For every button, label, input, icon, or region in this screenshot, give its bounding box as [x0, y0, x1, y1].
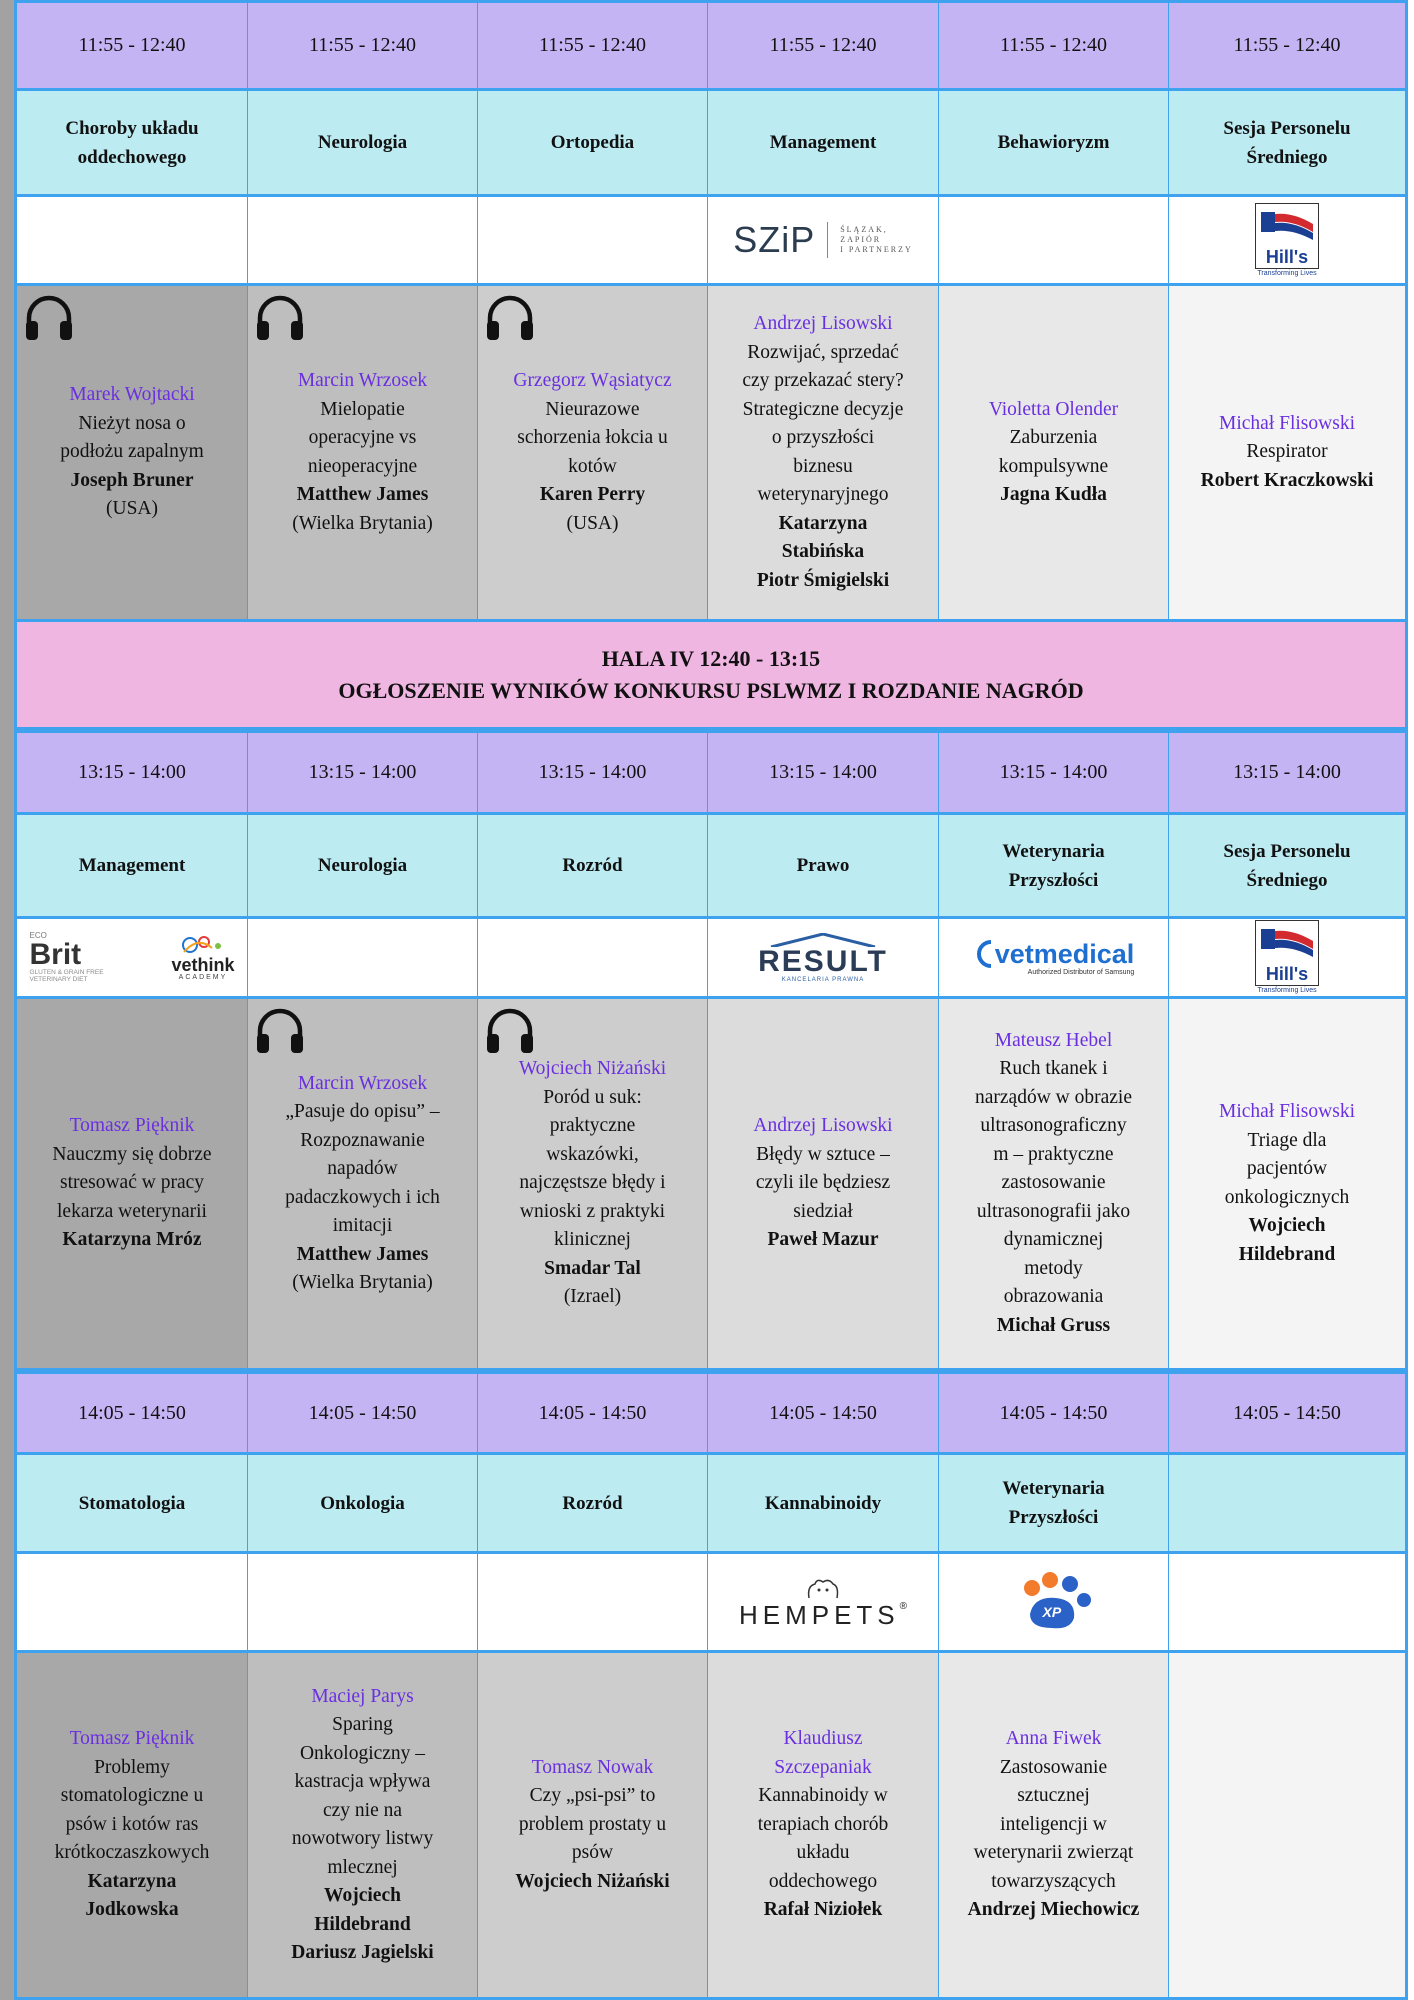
- lecture-title-line: psów i kotów ras: [65, 1813, 199, 1835]
- sponsor-logo-cell: [1169, 919, 1405, 996]
- sponsor-logo-cell: [939, 919, 1168, 996]
- moderator-name: Klaudiusz: [783, 1728, 863, 1750]
- vethink-mark-icon: [178, 934, 228, 956]
- lecture-cell: [17, 999, 247, 1368]
- lecture-title-line: psów: [571, 1842, 614, 1864]
- time-slot-label: 13:15 - 14:00: [78, 761, 186, 783]
- time-slot-label: 11:55 - 12:40: [999, 34, 1108, 56]
- moderator-name: Grzegorz Wąsiatycz: [513, 370, 672, 391]
- time-slot: [17, 733, 247, 812]
- lecture-title-line: Nauczmy się dobrze: [52, 1143, 212, 1165]
- lecture-title-line: Problemy: [94, 1756, 170, 1778]
- lecture-cell: [1169, 286, 1405, 619]
- lecture-title-line: napadów: [327, 1158, 398, 1179]
- hills-logo-box: Hill's: [1255, 920, 1319, 986]
- vethink-logo: vethink ACADEMY: [171, 934, 234, 981]
- lecture-title-line: krótkoczaszkowych: [54, 1842, 210, 1864]
- headphones-icon: [484, 1005, 536, 1067]
- session-category-label: Ortopedia: [550, 132, 635, 153]
- speaker-name: Katarzyna: [87, 1870, 177, 1892]
- speaker-name: Hildebrand: [1238, 1243, 1336, 1265]
- session-category-label: Rozród: [562, 1492, 623, 1514]
- lecture-title-line: „Pasuje do opisu” –: [285, 1101, 440, 1122]
- sponsor-logo-cell: [17, 919, 247, 996]
- speaker-name: Stabińska: [781, 541, 865, 562]
- session-category: [1169, 815, 1405, 916]
- sponsor-logo-cell: [939, 1554, 1168, 1650]
- lecture-title-line: kompulsywne: [998, 455, 1109, 477]
- sponsor-logo-cell: [17, 1554, 247, 1650]
- lecture-title-line: Rozpoznawanie: [300, 1129, 425, 1151]
- speaker-name: Robert Kraczkowski: [1200, 469, 1374, 491]
- lecture-title-line: Czy „psi-psi” to: [529, 1785, 656, 1807]
- lecture-title-line: czyli ile będziesz: [755, 1172, 891, 1194]
- lecture-title-line: metody: [1024, 1257, 1083, 1279]
- session-category-label: Choroby układu: [65, 117, 199, 139]
- speaker-name: Jodkowska: [85, 1899, 179, 1921]
- moderator-name: Marek Wojtacki: [69, 384, 195, 406]
- lecture-title-line: Nieurazowe: [545, 398, 640, 420]
- lecture-title-line: o przyszłości: [771, 427, 875, 448]
- banner-subtitle: OGŁOSZENIE WYNIKÓW KONKURSU PSLWMZ I ROZDANIE NAGRÓD: [338, 677, 1084, 703]
- lecture-title-line: (Wielka Brytania): [292, 512, 433, 534]
- session-category-label: Rozród: [562, 855, 623, 876]
- sponsor-logo-cell: [248, 197, 477, 283]
- speaker-name: Smadar Tal: [544, 1257, 641, 1279]
- lecture-title-line: onkologicznych: [1224, 1186, 1350, 1208]
- lecture-title-line: (Izrael): [563, 1286, 622, 1308]
- session-category-label: Management: [78, 855, 186, 876]
- lecture-cell: [708, 286, 938, 619]
- moderator-name: Andrzej Lisowski: [753, 313, 893, 334]
- time-slot-label: 13:15 - 14:00: [999, 761, 1108, 783]
- time-slot: [248, 3, 477, 88]
- moderator-name: Wojciech Niżański: [518, 1058, 667, 1080]
- session-category: [708, 815, 938, 916]
- lecture-title-line: problem prostaty u: [518, 1813, 667, 1835]
- speaker-name: Paweł Mazur: [767, 1229, 879, 1251]
- session-category-label: Przyszłości: [1008, 869, 1099, 891]
- time-slot: [478, 3, 707, 88]
- headphones-icon: [254, 292, 306, 354]
- time-slot-label: 11:55 - 12:40: [308, 34, 417, 56]
- lecture-title-line: dynamicznej: [1003, 1229, 1104, 1251]
- time-slot: [708, 1374, 938, 1452]
- session-category: [939, 815, 1168, 916]
- lecture-title-line: operacyjne vs: [308, 427, 417, 448]
- lecture-title-line: obrazowania: [1003, 1286, 1104, 1308]
- lecture-title-line: Nieżyt nosa o: [78, 412, 186, 434]
- time-slot-label: 11:55 - 12:40: [1233, 34, 1341, 56]
- time-slot: [708, 3, 938, 88]
- speaker-name: Rafał Niziołek: [763, 1899, 883, 1921]
- session-category: [939, 1455, 1168, 1551]
- session-category: [478, 91, 707, 194]
- lecture-title-line: Ruch tkanek i: [999, 1058, 1108, 1080]
- hills-logo: Hill's Transforming Lives: [1255, 920, 1319, 995]
- moderator-name: Maciej Parys: [311, 1685, 414, 1707]
- speaker-name: Wojciech: [1248, 1215, 1326, 1236]
- time-slot: [248, 733, 477, 812]
- lecture-cell: [708, 1653, 938, 1997]
- speaker-name: Andrzej Miechowicz: [967, 1899, 1140, 1921]
- lecture-title-line: nieoperacyjne: [307, 455, 418, 477]
- moderator-name: Michał Flisowski: [1219, 412, 1355, 434]
- sponsor-logo-cell: [1169, 197, 1405, 283]
- speaker-name: Wojciech Niżański: [515, 1870, 670, 1892]
- sponsor-logo-cell: [1169, 1554, 1405, 1650]
- time-slot-label: 11:55 - 12:40: [78, 34, 186, 56]
- lecture-title-line: ultrasonografii jako: [976, 1200, 1131, 1222]
- time-slot: [17, 1374, 247, 1452]
- xp-paw-icon: [1012, 1570, 1096, 1634]
- lecture-cell: [1169, 1653, 1405, 1997]
- lecture-title-line: schorzenia łokcia u: [517, 427, 668, 448]
- session-category-label: Onkologia: [320, 1492, 405, 1514]
- lecture-title-line: układu: [796, 1842, 850, 1864]
- vetmedical-logo: vetmedical Authorized Distributor of Samsung: [973, 939, 1135, 976]
- lecture-title-line: narządów w obrazie: [975, 1086, 1132, 1108]
- lecture-cell: [478, 286, 707, 619]
- headphones-icon: [254, 1005, 306, 1067]
- session-category: [17, 91, 247, 194]
- xp-logo: XP: [1012, 1570, 1096, 1634]
- lecture-cell: [1169, 999, 1405, 1368]
- session-category: [17, 1455, 247, 1551]
- session-category-label: Weterynaria: [1002, 1478, 1105, 1499]
- session-category-label: Behawioryzm: [997, 132, 1110, 153]
- moderator-name: Marcin Wrzosek: [297, 370, 428, 391]
- lecture-title-line: weterynaryjnego: [757, 484, 889, 505]
- lecture-title-line: wnioski z praktyki: [519, 1200, 666, 1222]
- time-slot-label: 14:05 - 14:50: [1233, 1401, 1341, 1424]
- lecture-title-line: (USA): [106, 498, 158, 520]
- session-category-label: oddechowego: [77, 146, 187, 168]
- lecture-title-line: padaczkowych i ich: [285, 1186, 440, 1208]
- lecture-title-line: ultrasonograficzny: [980, 1115, 1127, 1137]
- sponsor-logo-cell: [478, 919, 707, 996]
- time-slot-label: 13:15 - 14:00: [538, 761, 647, 783]
- moderator-name: Tomasz Nowak: [531, 1756, 654, 1778]
- lecture-title-line: stomatologiczne u: [60, 1785, 204, 1807]
- session-category: [478, 815, 707, 916]
- lecture-title-line: weterynarii zwierząt: [973, 1842, 1134, 1864]
- lecture-title-line: imitacji: [332, 1215, 393, 1236]
- lecture-title-line: inteligencji w: [1000, 1813, 1107, 1835]
- left-margin-bar: [0, 0, 14, 2000]
- lecture-title-line: Mielopatie: [320, 398, 405, 420]
- lecture-cell: [708, 999, 938, 1368]
- session-category: [17, 815, 247, 916]
- registered-icon: ®: [899, 1601, 908, 1612]
- lecture-cell: [248, 286, 477, 619]
- speaker-name: Karen Perry: [539, 484, 646, 505]
- time-slot: [1169, 1374, 1405, 1452]
- session-category: [1169, 1455, 1405, 1551]
- session-category-label: Przyszłości: [1008, 1507, 1099, 1528]
- lecture-title-line: siedział: [793, 1200, 853, 1222]
- speaker-name: Wojciech: [324, 1885, 401, 1906]
- lecture-title-line: Triage dla: [1247, 1129, 1327, 1151]
- speaker-name: Piotr Śmigielski: [756, 569, 890, 591]
- lecture-cell: [939, 286, 1168, 619]
- lecture-cell: [478, 999, 707, 1368]
- session-category: [708, 91, 938, 194]
- lecture-title-line: zastosowanie: [1001, 1172, 1106, 1194]
- award-ceremony-banner: [17, 622, 1405, 727]
- hills-logo-box: Hill's: [1255, 203, 1319, 269]
- lecture-cell: [248, 999, 477, 1368]
- lecture-cell: [17, 286, 247, 619]
- vetmedical-mark-icon: [973, 939, 995, 969]
- time-slot: [939, 1374, 1168, 1452]
- sponsor-logo-cell: [248, 919, 477, 996]
- moderator-name: Andrzej Lisowski: [753, 1115, 893, 1137]
- moderator-name: Anna Fiwek: [1005, 1728, 1102, 1750]
- lecture-title-line: kotów: [568, 455, 617, 477]
- result-logo: RESULT KANCELARIA PRAWNA: [758, 933, 888, 983]
- lecture-title-line: Zaburzenia: [1009, 427, 1098, 448]
- lecture-title-line: mlecznej: [327, 1856, 398, 1878]
- time-slot: [1169, 3, 1405, 88]
- session-category-label: Sesja Personelu: [1223, 117, 1351, 139]
- time-slot: [17, 3, 247, 88]
- session-category-label: Prawo: [796, 855, 850, 876]
- headphones-icon: [484, 292, 536, 354]
- lecture-title-line: czy przekazać stery?: [742, 370, 904, 391]
- session-category: [248, 815, 477, 916]
- lecture-cell: [17, 1653, 247, 1997]
- session-category-label: Kannabinoidy: [764, 1492, 882, 1514]
- time-slot-label: 13:15 - 14:00: [1233, 761, 1341, 783]
- sponsor-logo-cell: [708, 197, 938, 283]
- lecture-cell: [939, 999, 1168, 1368]
- lecture-title-line: najczęstsze błędy i: [519, 1172, 666, 1194]
- session-category-label: Sesja Personelu: [1223, 840, 1351, 862]
- lecture-title-line: biznesu: [793, 455, 853, 477]
- lecture-title-line: nowotwory listwy: [291, 1828, 434, 1849]
- moderator-name: Violetta Olender: [988, 398, 1119, 420]
- sponsor-logo-cell: [478, 197, 707, 283]
- lecture-title-line: Respirator: [1246, 441, 1328, 463]
- hempets-logo: HEMPETS ®: [739, 1576, 907, 1628]
- lecture-title-line: lekarza weterynarii: [57, 1200, 207, 1222]
- szip-subtitle: ŚLĄZAK, ZAPIÓR I PARTNERZY: [840, 225, 913, 254]
- sponsor-logo-cell: [478, 1554, 707, 1650]
- lecture-title-line: Sparing: [332, 1714, 393, 1735]
- session-category: [248, 91, 477, 194]
- szip-logo-text: SZiP: [733, 219, 816, 260]
- speaker-name: Dariusz Jagielski: [291, 1942, 434, 1963]
- lecture-title-line: towarzyszących: [991, 1870, 1116, 1892]
- lecture-title-line: Rozwijać, sprzedać: [747, 341, 899, 363]
- lecture-title-line: kastracja wpływa: [294, 1771, 431, 1792]
- time-slot-label: 14:05 - 14:50: [308, 1401, 417, 1424]
- speaker-name: Hildebrand: [314, 1913, 411, 1935]
- szip-divider: [827, 222, 828, 258]
- time-slot-label: 14:05 - 14:50: [538, 1401, 647, 1424]
- time-slot: [1169, 733, 1405, 812]
- right-margin: [1408, 0, 1414, 2000]
- moderator-name: Marcin Wrzosek: [297, 1072, 428, 1094]
- moderator-name: Michał Flisowski: [1219, 1101, 1355, 1122]
- time-slot: [248, 1374, 477, 1452]
- lecture-title-line: (Wielka Brytania): [292, 1272, 433, 1293]
- session-category-label: Średniego: [1246, 869, 1328, 891]
- hills-flag-icon: [1259, 210, 1315, 246]
- lecture-cell: [478, 1653, 707, 1997]
- lecture-title-line: Poród u suk:: [543, 1086, 642, 1108]
- speaker-name: Michał Gruss: [996, 1314, 1111, 1336]
- session-category-label: Neurologia: [317, 132, 408, 153]
- hills-logo: Hill's Transforming Lives: [1255, 203, 1319, 278]
- moderator-name: Mateusz Hebel: [994, 1029, 1113, 1051]
- session-category: [478, 1455, 707, 1551]
- lecture-title-line: Onkologiczny –: [299, 1742, 426, 1764]
- session-category-label: Neurologia: [317, 855, 408, 876]
- session-category-label: Weterynaria: [1002, 840, 1105, 862]
- lecture-title-line: podłożu zapalnym: [60, 441, 204, 463]
- time-slot-label: 13:15 - 14:00: [308, 761, 417, 783]
- time-slot-label: 11:55 - 12:40: [769, 34, 877, 56]
- headphones-icon: [23, 292, 75, 354]
- lecture-title-line: (USA): [566, 512, 619, 534]
- moderator-name: Tomasz Pięknik: [69, 1728, 195, 1750]
- brit-logo: ECO Brit GLUTEN & GRAIN FREE VETERINARY DIET: [29, 931, 104, 983]
- sponsor-logo-cell: [939, 197, 1168, 283]
- time-slot-label: 14:05 - 14:50: [769, 1401, 877, 1424]
- moderator-name: Szczepaniak: [774, 1756, 872, 1778]
- session-category-label: Średniego: [1246, 146, 1328, 168]
- lecture-title-line: Kannabinoidy w: [758, 1785, 888, 1807]
- session-category: [708, 1455, 938, 1551]
- lecture-title-line: stresować w pracy: [59, 1172, 205, 1194]
- session-category-label: Management: [769, 132, 877, 153]
- time-slot: [478, 733, 707, 812]
- lecture-title-line: pacjentów: [1246, 1158, 1328, 1179]
- brit-vethink-logos: [30, 932, 235, 983]
- lecture-title-line: praktyczne: [549, 1115, 636, 1137]
- szip-logo: [733, 219, 913, 261]
- lecture-title-line: sztucznej: [1017, 1785, 1090, 1807]
- time-slot: [708, 733, 938, 812]
- speaker-name: Matthew James: [296, 484, 429, 505]
- time-slot-label: 14:05 - 14:50: [78, 1401, 186, 1424]
- lecture-title-line: wskazówki,: [546, 1143, 639, 1165]
- lecture-cell: [248, 1653, 477, 1997]
- lecture-title-line: m – praktyczne: [993, 1143, 1114, 1165]
- moderator-name: Tomasz Pięknik: [69, 1115, 195, 1137]
- speaker-name: Jagna Kudła: [1000, 484, 1107, 505]
- session-category: [939, 91, 1168, 194]
- time-slot: [478, 1374, 707, 1452]
- lecture-title-line: oddechowego: [768, 1870, 878, 1892]
- time-slot-label: 13:15 - 14:00: [769, 761, 877, 783]
- hempets-dog-icon: [803, 1576, 843, 1602]
- lecture-title-line: Błędy w sztuce –: [756, 1143, 890, 1165]
- sponsor-logo-cell: [248, 1554, 477, 1650]
- sponsor-logo-cell: [17, 197, 247, 283]
- time-slot-label: 14:05 - 14:50: [999, 1401, 1108, 1424]
- lecture-title-line: terapiach chorób: [757, 1813, 889, 1835]
- speaker-name: Katarzyna: [778, 512, 868, 534]
- speaker-name: Katarzyna Mróz: [62, 1229, 202, 1251]
- time-slot: [939, 733, 1168, 812]
- hills-flag-icon: [1259, 927, 1315, 963]
- lecture-title-line: czy nie na: [322, 1799, 403, 1821]
- session-category-label: Stomatologia: [78, 1492, 186, 1514]
- speaker-name: Matthew James: [296, 1243, 429, 1265]
- speaker-name: Joseph Bruner: [70, 469, 194, 491]
- banner-title: HALA IV 12:40 - 13:15: [601, 645, 821, 671]
- lecture-title-line: Zastosowanie: [999, 1756, 1108, 1778]
- time-slot-label: 11:55 - 12:40: [538, 34, 647, 56]
- time-slot: [939, 3, 1168, 88]
- sponsor-logo-cell: [708, 1554, 938, 1650]
- session-category: [1169, 91, 1405, 194]
- session-category: [248, 1455, 477, 1551]
- lecture-title-line: klinicznej: [554, 1229, 631, 1251]
- sponsor-logo-cell: [708, 919, 938, 996]
- lecture-cell: [939, 1653, 1168, 1997]
- lecture-title-line: Strategiczne decyzje: [742, 398, 904, 420]
